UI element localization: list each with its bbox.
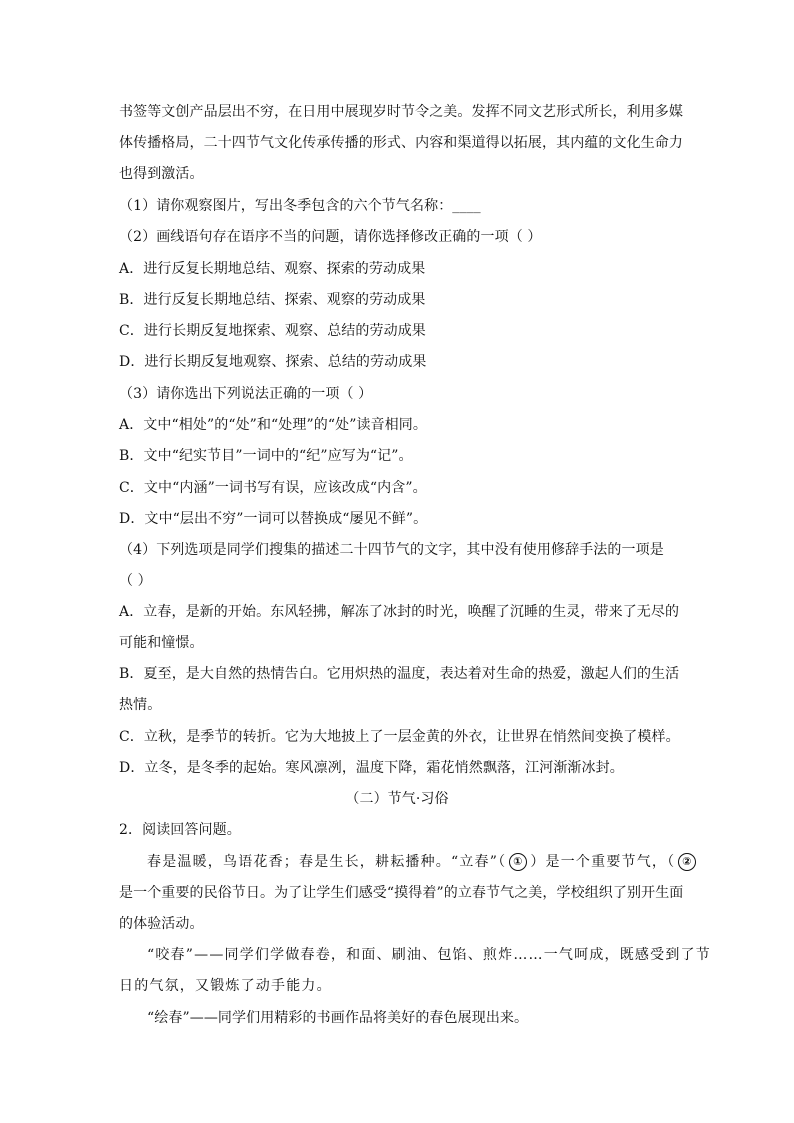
blank-marker-2: ② xyxy=(678,853,696,871)
option-c: C．文中“内涵”一词书写有误，应该改成“内含”。 xyxy=(119,480,427,496)
question-2: 2．阅读回答问题。 xyxy=(119,822,241,838)
para-text: ）是一个重要节气，（ xyxy=(530,854,676,870)
option-d: D．文中“层出不穷”一词可以替换成“屡见不鲜”。 xyxy=(119,511,428,527)
option-a: A．进行反复长期地总结、观察、探索的劳动成果 xyxy=(119,261,426,277)
section-title: （二）节气·习俗 xyxy=(345,791,449,807)
option-c: C．立秋，是季节的转折。它为大地披上了一层金黄的外衣，让世界在悄然间变换了模样。 xyxy=(119,729,680,745)
option-a-cont: 可能和憧憬。 xyxy=(119,635,204,651)
option-d: D．立冬，是冬季的起始。寒风凛冽，温度下降，霜花悄然飘落，江河渐渐冰封。 xyxy=(119,760,624,776)
paragraph-1-line-1 xyxy=(147,852,699,872)
question-1-4: （4）下列选项是同学们搜集的描述二十四节气的文字，其中没有使用修辞手法的一项是 xyxy=(119,542,664,558)
option-a: A．文中“相处”的“处”和“处理”的“处”读音相同。 xyxy=(119,417,427,433)
text-line-3: 也得到激活。 xyxy=(119,166,204,182)
paragraph-3: “绘春”——同学们用精彩的书画作品将美好的春色展现出来。 xyxy=(147,1010,529,1026)
option-a: A．立春，是新的开始。东风轻拂，解冻了冰封的时光，唤醒了沉睡的生灵，带来了无尽的 xyxy=(119,604,680,620)
text-line-2: 体传播格局，二十四节气文化传承传播的形式、内容和渠道得以拓展，其内蕴的文化生命力 xyxy=(119,135,683,151)
paragraph-1-line-2: 是一个重要的民俗节日。为了让学生们感受“摸得着”的立春节气之美，学校组织了别开生面 xyxy=(119,885,684,901)
option-d: D．进行长期反复地观察、探索、总结的劳动成果 xyxy=(119,354,427,370)
paragraph-1-line-3: 的体验活动。 xyxy=(119,916,204,932)
paragraph-2-line-1: “咬春”——同学们学做春卷，和面、刷油、包馅、煎炸……一气呵成，既感受到了节 xyxy=(147,947,711,963)
question-1-2: （2）画线语句存在语序不当的问题，请你选择修改正确的一项（ ） xyxy=(119,229,542,245)
question-1-1: （1）请你观察图片，写出冬季包含的六个节气名称：____ xyxy=(119,198,481,214)
option-b-cont: 热情。 xyxy=(119,697,162,713)
option-b: B．进行反复长期地总结、探索、观察的劳动成果 xyxy=(119,292,426,308)
option-b: B．文中“纪实节目”一词中的“纪”应写为“记”。 xyxy=(119,448,413,464)
para-text: 春是温暖，鸟语花香；春是生长，耕耘播种。“立春”（ xyxy=(147,854,507,870)
paragraph-2-line-2: 日的气氛，又锻炼了动手能力。 xyxy=(119,978,332,994)
option-b: B．夏至，是大自然的热情告白。它用炽热的温度，表达着对生命的热爱，激起人们的生活 xyxy=(119,666,680,682)
text-line-1: 书签等文创产品层出不穷，在日用中展现岁时节令之美。发挥不同文艺形式所长，利用多媒 xyxy=(119,104,683,120)
option-c: C．进行长期反复地探索、观察、总结的劳动成果 xyxy=(119,323,426,339)
blank-marker-1: ① xyxy=(509,853,527,871)
question-1-3: （3）请你选出下列说法正确的一项（ ） xyxy=(119,386,373,402)
question-1-4-blank: （ ） xyxy=(119,573,152,589)
